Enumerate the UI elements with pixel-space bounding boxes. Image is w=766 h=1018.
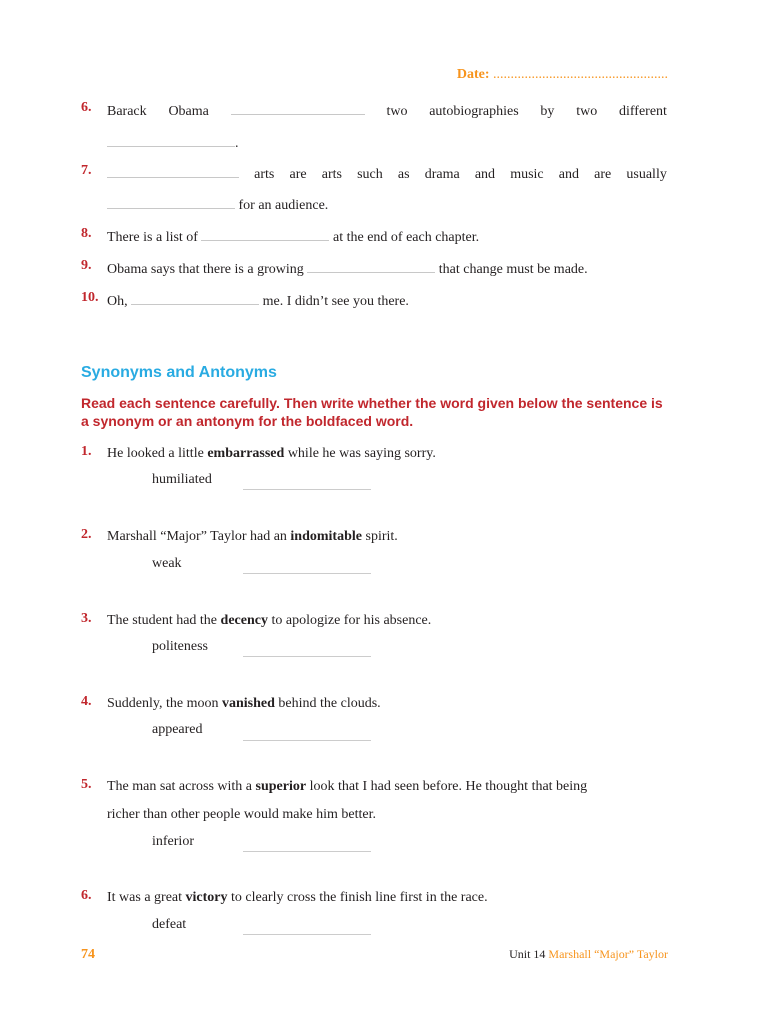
item-number: 1. (81, 444, 92, 459)
answer-line[interactable] (243, 572, 371, 574)
item-sentence (107, 611, 431, 631)
sentence-text: to apologize for his absence. (267, 613, 432, 628)
word: and (474, 167, 496, 182)
sentence-text: at the end of each chapter. (332, 230, 480, 245)
item-number: 5. (81, 777, 92, 792)
question-6-line-2 (107, 132, 239, 154)
word: and (558, 167, 580, 182)
given-word: weak (152, 556, 182, 571)
question-6-line-1 (107, 100, 667, 120)
word: are (289, 167, 307, 182)
page-number: 74 (81, 947, 95, 962)
word: arts (254, 167, 275, 182)
answer-line[interactable] (243, 739, 371, 741)
question-10 (107, 290, 409, 312)
answer-blank[interactable] (307, 258, 435, 273)
word: two (576, 104, 598, 119)
given-word: humiliated (152, 472, 212, 487)
word: usually (626, 167, 667, 182)
answer-line[interactable] (243, 488, 371, 490)
word: arts (321, 167, 342, 182)
question-number: 6. (81, 100, 92, 115)
sentence-text: He looked a little (107, 446, 208, 461)
period: . (235, 136, 239, 151)
question-number: 10. (81, 290, 99, 305)
sentence-text: while he was saying sorry. (284, 446, 436, 461)
sentence-text: to clearly cross the finish line first in the race. (227, 890, 488, 905)
item-number: 2. (81, 527, 92, 542)
question-number: 7. (81, 163, 92, 178)
word: drama (424, 167, 460, 182)
sentence-text: behind the clouds. (274, 696, 381, 711)
sentence-text: Oh, (107, 294, 128, 309)
given-word: inferior (152, 834, 194, 849)
answer-blank[interactable] (107, 132, 235, 147)
word: music (510, 167, 544, 182)
bold-word: victory (185, 890, 228, 905)
bold-word: decency (220, 613, 268, 628)
question-number: 8. (81, 226, 92, 241)
word: Obama (168, 104, 209, 119)
bold-word: vanished (221, 696, 275, 711)
sentence-text: The man sat across with a (107, 779, 256, 794)
bold-word: indomitable (290, 529, 362, 544)
word: are (594, 167, 612, 182)
answer-blank[interactable] (107, 163, 239, 178)
item-sentence (107, 777, 587, 797)
question-9 (107, 258, 588, 280)
answer-line[interactable] (243, 850, 371, 852)
item-sentence (107, 694, 381, 714)
sentence-text: Marshall “Major” Taylor had an (107, 529, 291, 544)
answer-line[interactable] (243, 655, 371, 657)
answer-line[interactable] (243, 933, 371, 935)
item-number: 4. (81, 694, 92, 709)
sentence-text: Obama says that there is a growing (107, 262, 304, 277)
unit-title: Marshall “Major” Taylor (548, 947, 668, 961)
given-word: politeness (152, 639, 208, 654)
word: as (397, 167, 410, 182)
given-word: appeared (152, 722, 203, 737)
word: such (357, 167, 383, 182)
date-label: Date: (456, 67, 490, 82)
section-title: Synonyms and Antonyms (81, 364, 277, 381)
word: autobiographies (429, 104, 519, 119)
unit-label: Unit 14 (509, 947, 546, 961)
item-number: 6. (81, 888, 92, 903)
sentence-text: look that I had seen before. He thought that being (306, 779, 588, 794)
sentence-text: me. I didn’t see you there. (262, 294, 409, 309)
question-7-line-2 (107, 194, 328, 216)
sentence-text: The student had the (107, 613, 221, 628)
question-8 (107, 226, 479, 248)
sentence-text: Suddenly, the moon (107, 696, 222, 711)
answer-blank[interactable] (131, 290, 259, 305)
date-dots: .................................................. (493, 67, 668, 82)
word: different (618, 104, 667, 119)
question-7-line-1 (107, 163, 667, 183)
sentence-text: for an audience. (238, 198, 329, 213)
running-footer (509, 947, 668, 962)
date-field (457, 67, 668, 83)
bold-word: superior (255, 779, 307, 794)
item-sentence (107, 888, 488, 908)
sentence-text: It was a great (107, 890, 186, 905)
answer-blank[interactable] (201, 226, 329, 241)
item-sentence (107, 527, 398, 547)
question-number: 9. (81, 258, 92, 273)
item-sentence-line-2: richer than other people would make him better. (107, 807, 377, 822)
sentence-text: spirit. (362, 529, 398, 544)
sentence-text: There is a list of (107, 230, 198, 245)
sentence-text: that change must be made. (438, 262, 588, 277)
given-word: defeat (152, 917, 187, 932)
word: by (540, 104, 555, 119)
word: two (386, 104, 408, 119)
item-sentence (107, 444, 436, 464)
bold-word: embarrassed (207, 446, 285, 461)
section-instruction: Read each sentence carefully. Then write whether the word given below the sentence is a synonym or an antonym for the boldfaced word. (81, 395, 663, 429)
answer-blank[interactable] (107, 194, 235, 209)
item-number: 3. (81, 611, 92, 626)
word: Barack (107, 104, 147, 119)
answer-blank[interactable] (231, 100, 365, 115)
